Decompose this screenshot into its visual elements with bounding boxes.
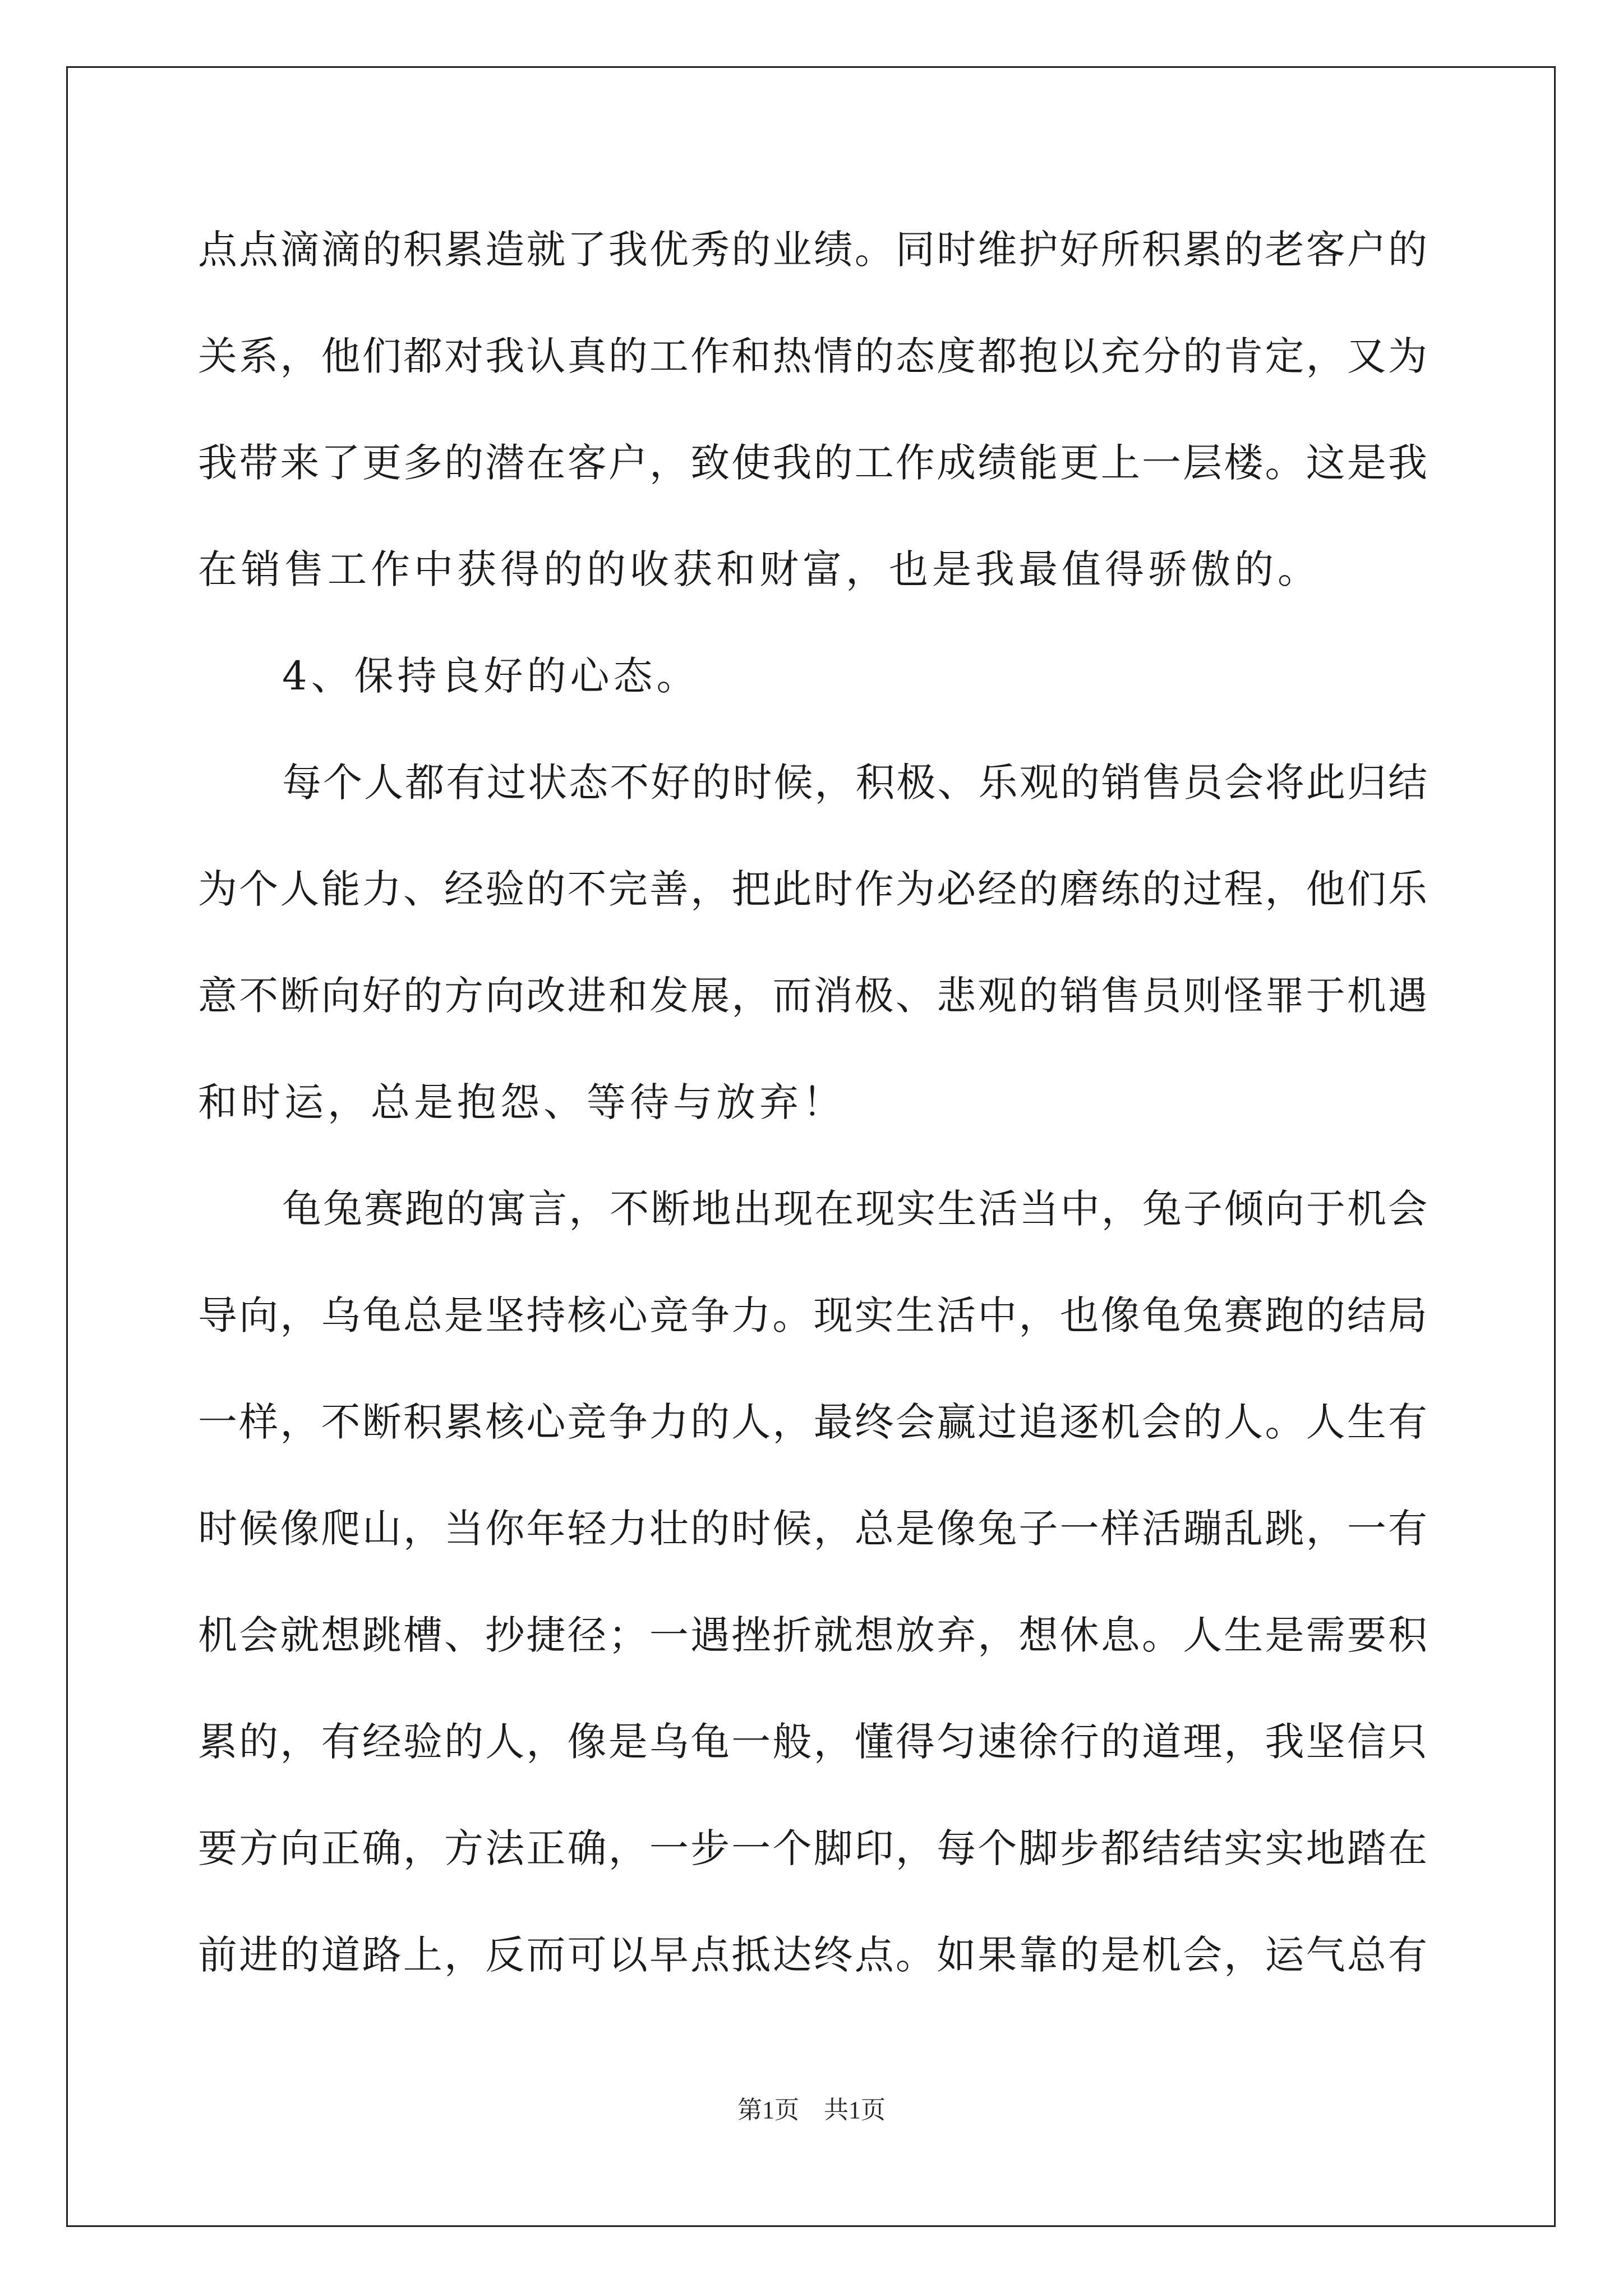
text-line: 龟兔赛跑的寓言，不断地出现在现实生活当中，兔子倾向于机会 [282, 1186, 1427, 1232]
text-line: 导向，乌龟总是坚持核心竞争力。现实生活中，也像龟兔赛跑的结局 [198, 1292, 1427, 1338]
page-number-footer: 第1页 共1页 [737, 2096, 886, 2124]
section-heading: 4、保持良好的心态。 [282, 653, 700, 699]
text-line: 时候像爬山，当你年轻力壮的时候，总是像兔子一样活蹦乱跳，一有 [198, 1506, 1427, 1552]
text-line: 要方向正确，方法正确，一步一个脚印，每个脚步都结结实实地踏在 [198, 1825, 1427, 1871]
text-line: 关系，他们都对我认真的工作和热情的态度都抱以充分的肯定，又为 [198, 333, 1427, 379]
text-line: 机会就想跳槽、抄捷径；一遇挫折就想放弃，想休息。人生是需要积 [198, 1612, 1427, 1658]
text-line: 和时运，总是抱怨、等待与放弃！ [198, 1079, 846, 1125]
text-line: 我带来了更多的潜在客户，致使我的工作成绩能更上一层楼。这是我 [198, 440, 1427, 486]
text-line: 意不断向好的方向改进和发展，而消极、悲观的销售员则怪罪于机遇 [198, 973, 1427, 1019]
text-line: 每个人都有过状态不好的时候，积极、乐观的销售员会将此归结 [282, 760, 1427, 806]
text-line: 在销售工作中获得的的收获和财富，也是我最值得骄傲的。 [198, 546, 1321, 592]
text-line: 为个人能力、经验的不完善，把此时作为必经的磨练的过程，他们乐 [198, 866, 1427, 912]
text-line: 累的，有经验的人，像是乌龟一般，懂得匀速徐行的道理，我坚信只 [198, 1719, 1427, 1765]
text-line: 前进的道路上，反而可以早点抵达终点。如果靠的是机会，运气总有 [198, 1932, 1427, 1978]
document-body [198, 210, 1427, 2022]
text-line: 一样，不断积累核心竞争力的人，最终会赢过追逐机会的人。人生有 [198, 1399, 1427, 1445]
text-line: 点点滴滴的积累造就了我优秀的业绩。同时维护好所积累的老客户的 [198, 227, 1427, 273]
